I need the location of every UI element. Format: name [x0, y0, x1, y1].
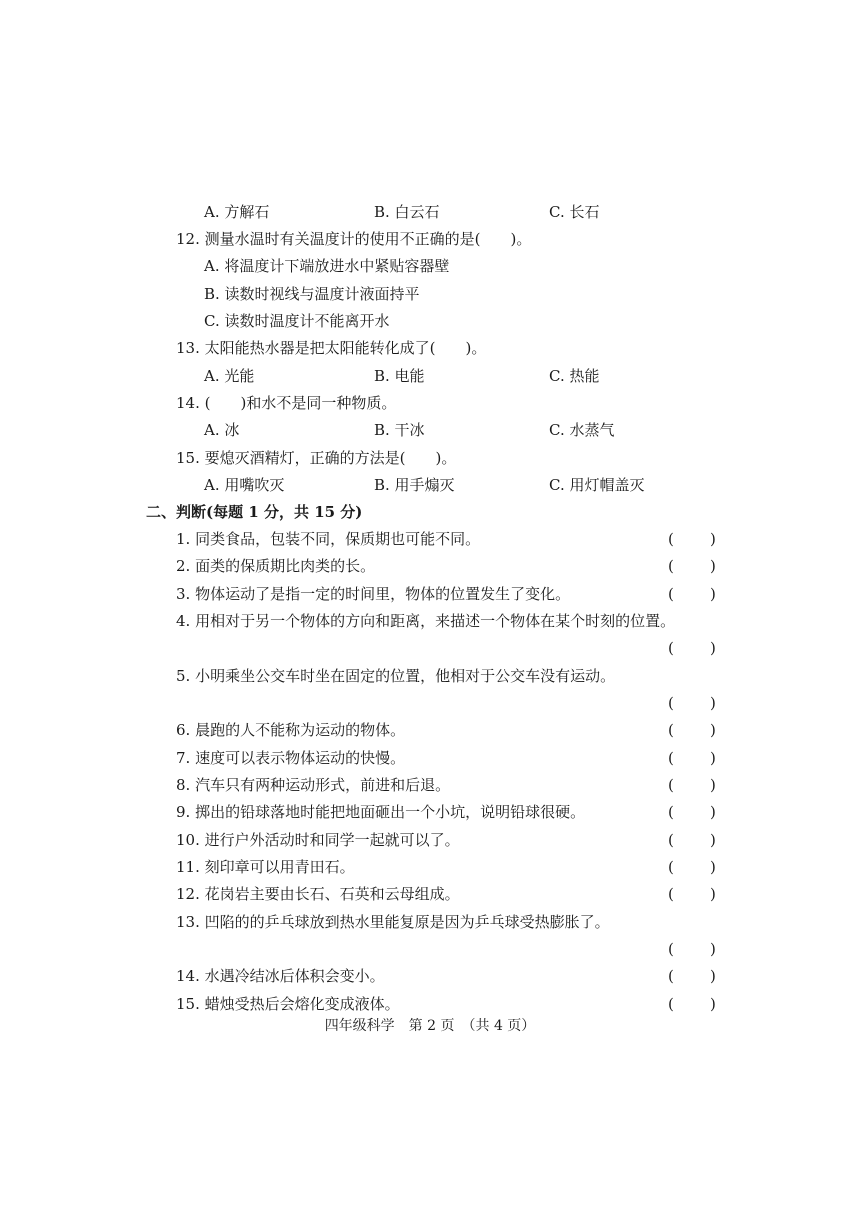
paren-right: ): [710, 585, 716, 603]
page-footer: 四年级科学 第 2 页 （共 4 页）: [324, 1018, 536, 1034]
paren-left: (: [668, 776, 674, 794]
judge-item-7: 7. 速度可以表示物体运动的快慢。: [176, 749, 406, 767]
q11-option-b: B. 白云石: [374, 203, 440, 221]
q11-option-a: A. 方解石: [204, 203, 270, 221]
judge-item-15: 15. 蜡烛受热后会熔化变成液体。: [176, 995, 400, 1013]
section-2-title: 二、判断(每题 1 分，共 15 分): [146, 503, 363, 521]
paren-right: ): [710, 831, 716, 849]
paren-left: (: [668, 940, 674, 958]
q12-option-b: B. 读数时视线与温度计液面持平: [204, 285, 420, 303]
paren-right: ): [710, 967, 716, 985]
judge-item-2: 2. 面类的保质期比肉类的长。: [176, 557, 376, 575]
paren-left: (: [668, 803, 674, 821]
paren-left: (: [668, 967, 674, 985]
paren-left: (: [668, 721, 674, 739]
q13-option-c: C. 热能: [549, 367, 600, 385]
paren-left: (: [668, 557, 674, 575]
judge-item-13: 13. 凹陷的的乒乓球放到热水里能复原是因为乒乓球受热膨胀了。: [176, 913, 610, 931]
paren-right: ): [710, 639, 716, 657]
paren-right: ): [710, 749, 716, 767]
paren-right: ): [710, 940, 716, 958]
judge-item-4: 4. 用相对于另一个物体的方向和距离，来描述一个物体在某个时刻的位置。: [176, 612, 676, 630]
q15-option-b: B. 用手煽灭: [374, 476, 455, 494]
paren-left: (: [668, 858, 674, 876]
q14-option-b: B. 干冰: [374, 421, 425, 439]
q12-option-c: C. 读数时温度计不能离开水: [204, 312, 390, 330]
judge-item-8: 8. 汽车只有两种运动形式，前进和后退。: [176, 776, 451, 794]
judge-item-11: 11. 刻印章可以用青田石。: [176, 858, 355, 876]
paren-left: (: [668, 995, 674, 1013]
paren-right: ): [710, 721, 716, 739]
paren-right: ): [710, 885, 716, 903]
paren-right: ): [710, 694, 716, 712]
judge-item-12: 12. 花岗岩主要由长石、石英和云母组成。: [176, 885, 460, 903]
paren-right: ): [710, 803, 716, 821]
q13-stem: 13. 太阳能热水器是把太阳能转化成了( )。: [176, 339, 487, 357]
q15-stem: 15. 要熄灭酒精灯，正确的方法是( )。: [176, 449, 457, 467]
judge-item-5: 5. 小明乘坐公交车时坐在固定的位置，他相对于公交车没有运动。: [176, 667, 616, 685]
paren-left: (: [668, 694, 674, 712]
judge-item-9: 9. 掷出的铅球落地时能把地面砸出一个小坑，说明铅球很硬。: [176, 803, 586, 821]
judge-item-6: 6. 晨跑的人不能称为运动的物体。: [176, 721, 406, 739]
q11-option-c: C. 长石: [549, 203, 600, 221]
paren-left: (: [668, 831, 674, 849]
judge-item-3: 3. 物体运动了是指一定的时间里，物体的位置发生了变化。: [176, 585, 571, 603]
paren-left: (: [668, 749, 674, 767]
paren-right: ): [710, 995, 716, 1013]
q12-option-a: A. 将温度计下端放进水中紧贴容器壁: [204, 257, 450, 275]
q13-option-a: A. 光能: [204, 367, 255, 385]
judge-item-10: 10. 进行户外活动时和同学一起就可以了。: [176, 831, 460, 849]
paren-right: ): [710, 557, 716, 575]
q14-option-c: C. 水蒸气: [549, 421, 615, 439]
q15-option-a: A. 用嘴吹灭: [204, 476, 285, 494]
paren-right: ): [710, 858, 716, 876]
q12-stem: 12. 测量水温时有关温度计的使用不正确的是( )。: [176, 230, 532, 248]
paren-left: (: [668, 885, 674, 903]
q13-option-b: B. 电能: [374, 367, 425, 385]
judge-item-1: 1. 同类食品，包装不同，保质期也可能不同。: [176, 530, 481, 548]
q15-option-c: C. 用灯帽盖灭: [549, 476, 645, 494]
paren-left: (: [668, 585, 674, 603]
paren-left: (: [668, 639, 674, 657]
paren-right: ): [710, 530, 716, 548]
judge-item-14: 14. 水遇冷结冰后体积会变小。: [176, 967, 385, 985]
q14-option-a: A. 冰: [204, 421, 240, 439]
paren-left: (: [668, 530, 674, 548]
q14-stem: 14. ( )和水不是同一种物质。: [176, 394, 397, 412]
paren-right: ): [710, 776, 716, 794]
